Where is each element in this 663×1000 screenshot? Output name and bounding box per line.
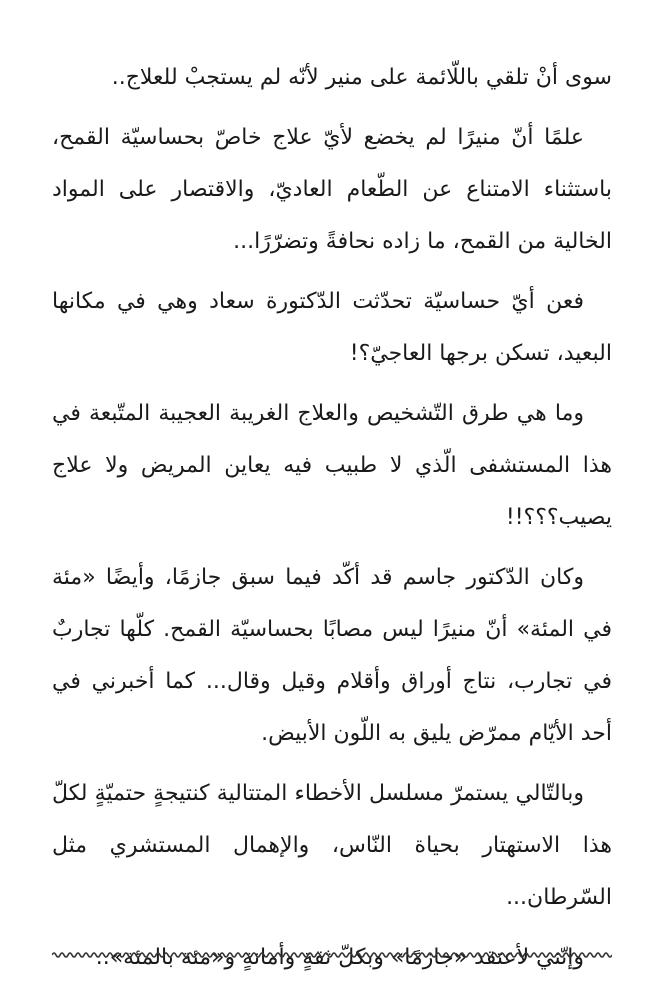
paragraph-4: وما هي طرق التّشخيص والعلاج الغريبة العجيبة المتّبعة في هذا المستشفى الّذي لا طبيب فيه يعاين المريض ولا علاج يصيب؟؟؟!!	[52, 401, 612, 530]
paragraph-6: وبالتّالي يستمرّ مسلسل الأخطاء المتتالية كنتيجةٍ حتميّةٍ لكلّ هذا الاستهتار بحياة النّاس، والإهمال المستشري مثل السّرطان...	[52, 781, 612, 910]
paragraph-7: وإنّني لأعتقد «جازمًا» وبكلّ ثقةٍ وأمانةٍ و«مئة بالمئة»..	[95, 945, 584, 970]
paragraph-5: وكان الدّكتور جاسم قد أكّد فيما سبق جازمًا، وأيضًا «مئة في المئة» أنّ منيرًا ليس مصابًا بحساسيّة القمح. كلّها تجاربٌ في تجارب، نتاج أوراق وأقلام وقيل وقال... كما أخبرني في أحد الأيّام ممرّض يليق به اللّون الأبيض.	[52, 565, 612, 746]
paragraph-3: فعن أيّ حساسيّة تحدّثت الدّكتورة سعاد وهي في مكانها البعيد، تسكن برجها العاجيّ؟!	[52, 289, 612, 366]
wavy-divider	[52, 948, 612, 962]
paragraph-2: علمًا أنّ منيرًا لم يخضع لأيّ علاج خاصّ بحساسيّة القمح، باستثناء الامتناع عن الطّعام العاديّ، والاقتصار على المواد الخالية من القمح، ما زاده نحافةً وتضرّرًا...	[52, 125, 612, 254]
page-text-column	[52, 52, 612, 992]
paragraph-1: سوى أنْ تلقي باللّائمة على منير لأنّه لم يستجبْ للعلاج..	[111, 65, 612, 90]
